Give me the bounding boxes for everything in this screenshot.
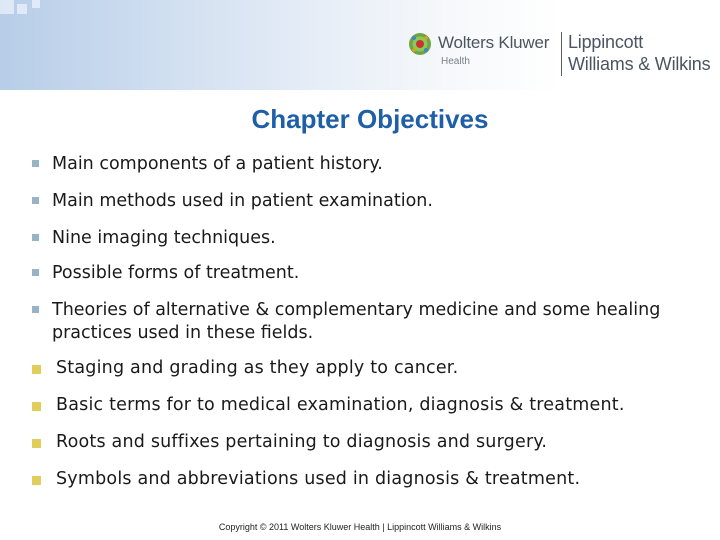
square-bullet-icon [32, 365, 41, 374]
objective-text: Basic terms for to medical examination, diagnosis & treatment. [56, 395, 625, 415]
copyright-notice: Copyright © 2011 Wolters Kluwer Health | Lippincott Williams & Wilkins [218, 522, 502, 532]
globe-icon [408, 32, 432, 56]
square-bullet-icon [32, 402, 41, 411]
square-bullet-icon [32, 476, 41, 485]
square-bullet-icon [32, 197, 39, 204]
decorative-square [0, 0, 14, 14]
imprint-name-line2: Williams & Wilkins [568, 54, 711, 74]
header-banner [0, 0, 720, 90]
imprint-name-line1: Lippincott [568, 32, 644, 52]
square-bullet-icon [32, 306, 39, 313]
objective-text: Staging and grading as they apply to cancer. [56, 358, 459, 378]
publisher-logo-name: Wolters Kluwer [438, 33, 550, 52]
objective-text: Nine imaging techniques. [52, 228, 276, 248]
decorative-square [17, 4, 27, 14]
square-bullet-icon [32, 269, 39, 276]
objective-text: Theories of alternative & complementary medicine and some healing practices used in these fields. [52, 300, 661, 343]
square-bullet-icon [32, 160, 39, 167]
publisher-logo-subtitle: Health [441, 56, 470, 67]
objective-text: Possible forms of treatment. [52, 263, 300, 283]
objective-text: Main methods used in patient examination. [52, 191, 433, 211]
slide-title: Chapter Objectives [251, 104, 489, 134]
decorative-square [32, 0, 40, 8]
square-bullet-icon [32, 234, 39, 241]
objective-text: Symbols and abbreviations used in diagnosis & treatment. [56, 469, 581, 489]
square-bullet-icon [32, 439, 41, 448]
objective-text: Main components of a patient history. [52, 154, 383, 174]
objective-text: Roots and suffixes pertaining to diagnosis and surgery. [56, 432, 548, 452]
logo-divider [561, 32, 562, 76]
